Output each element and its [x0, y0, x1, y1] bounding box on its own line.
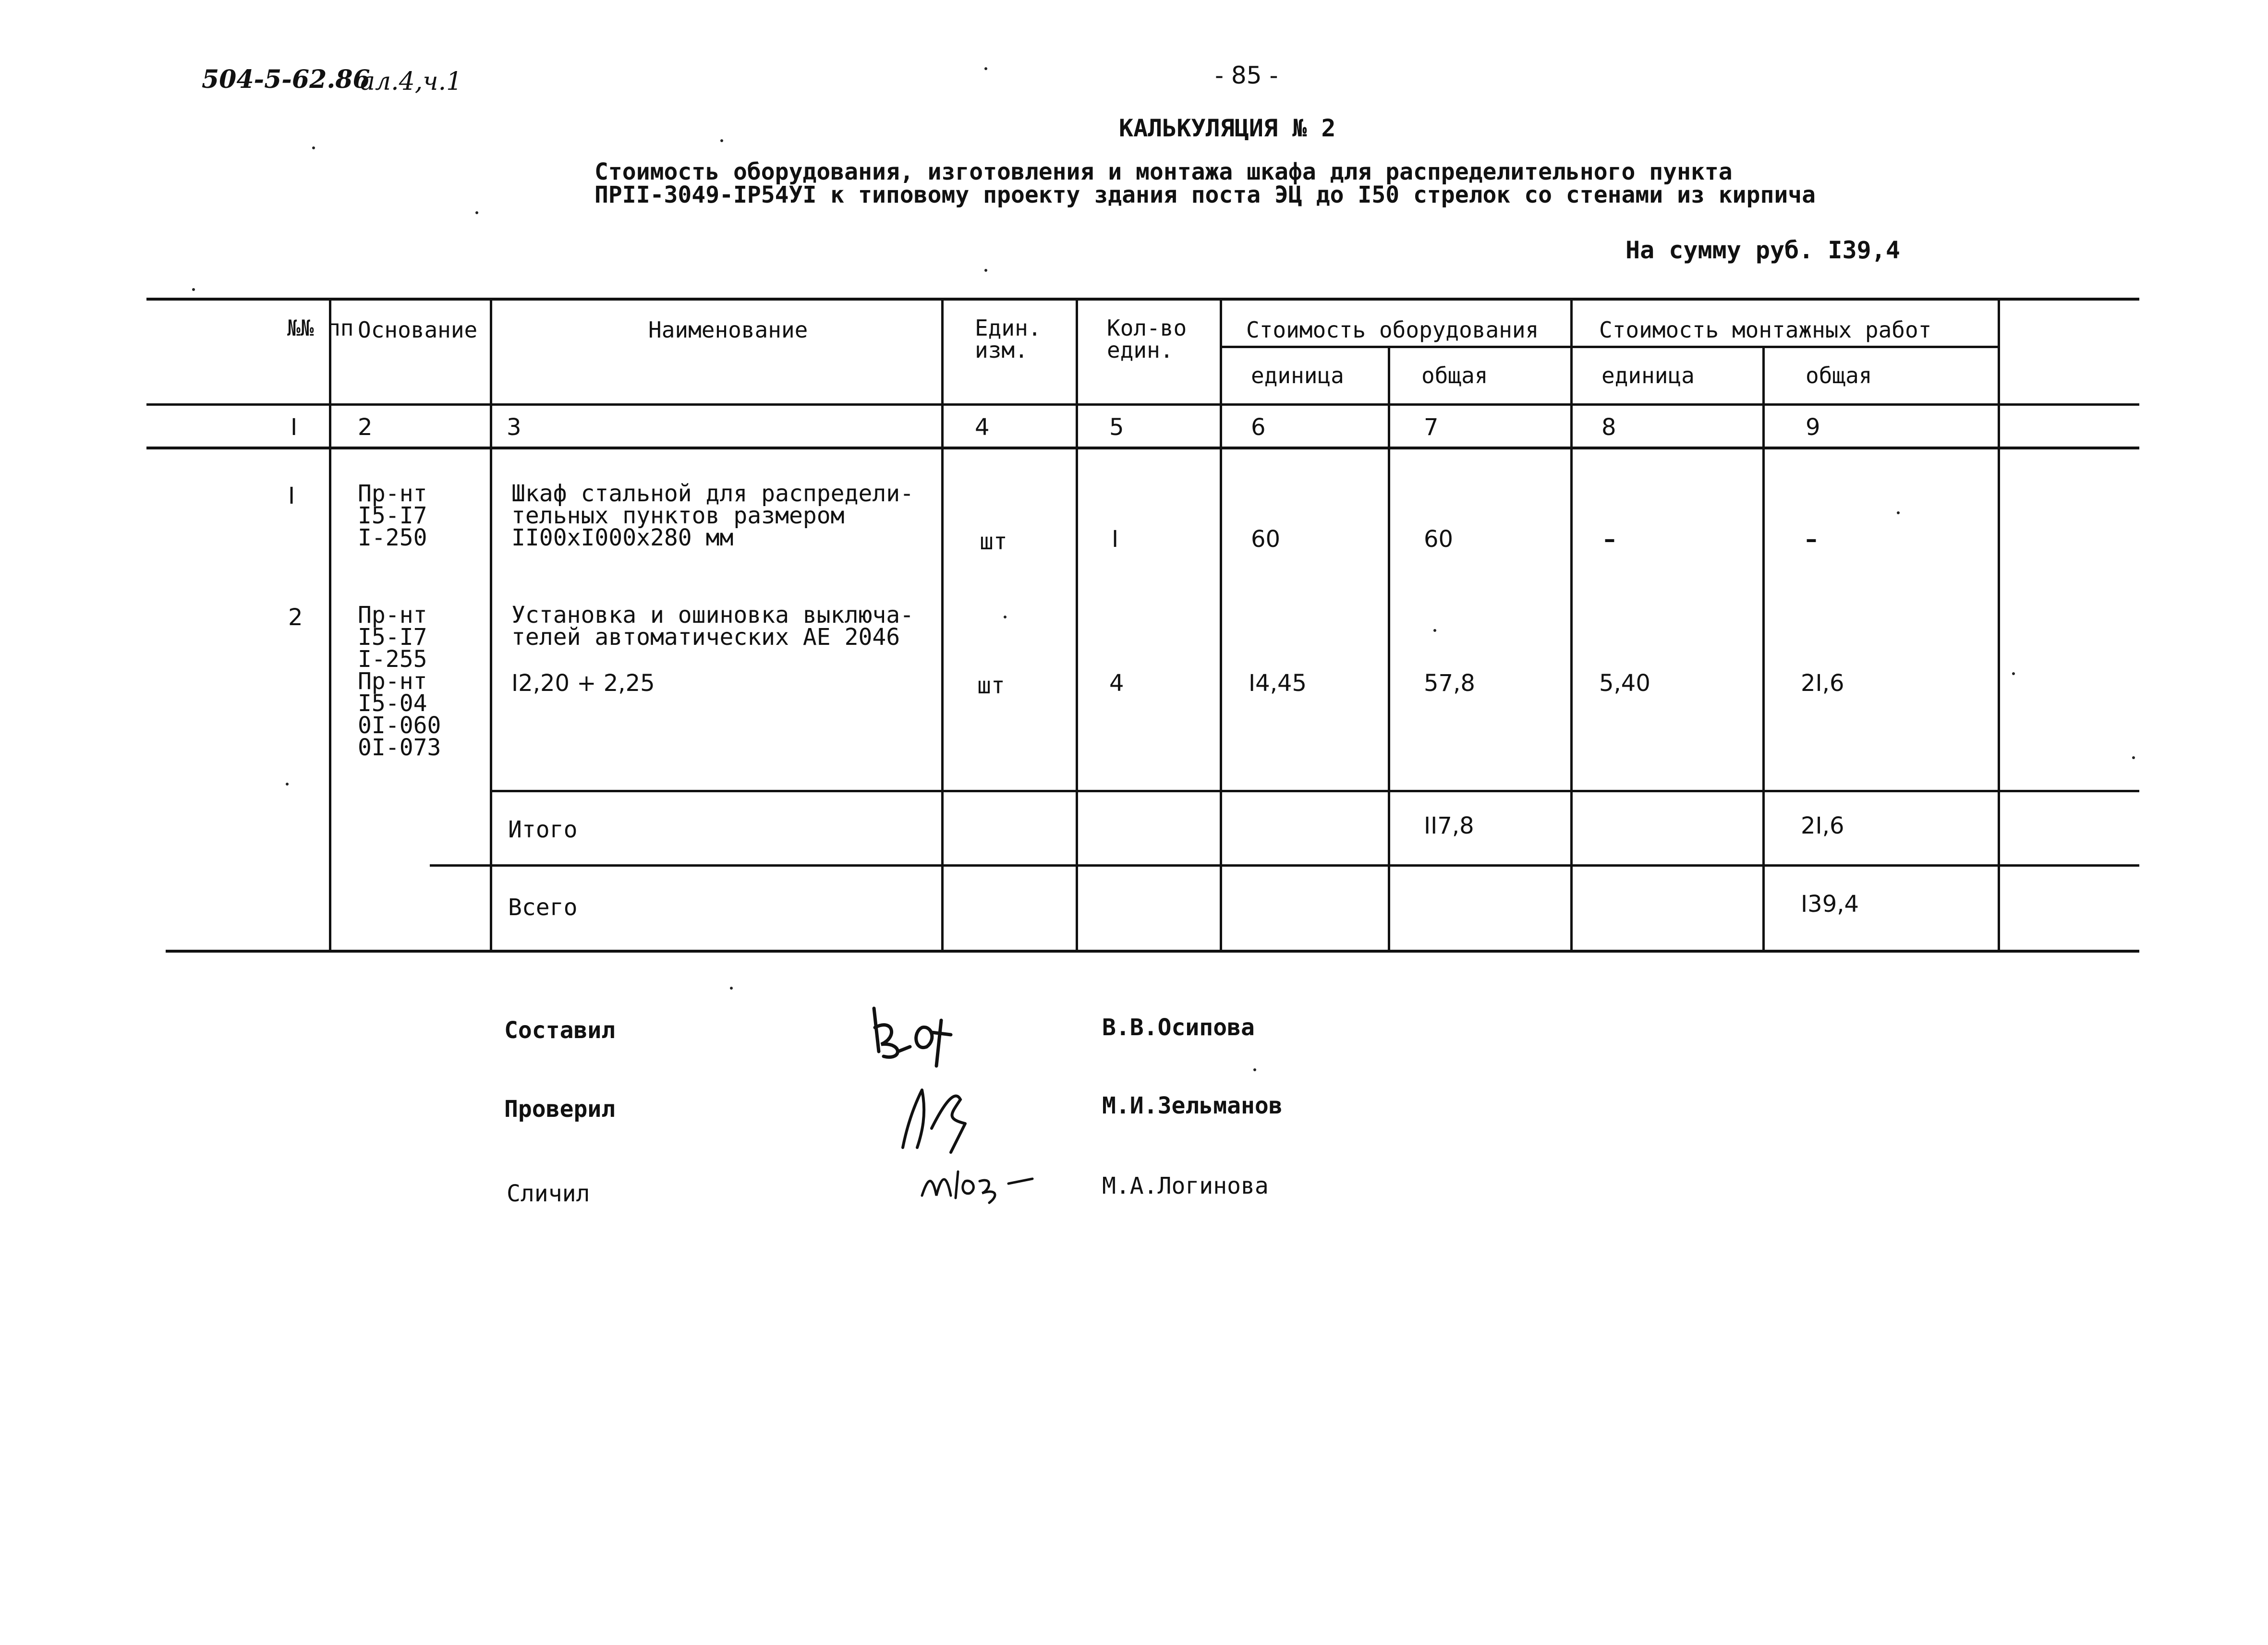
header-basis: Основание [358, 317, 478, 343]
row2-equip-total: 57,8 [1424, 670, 1475, 697]
header-equip-unit: единица [1251, 363, 1344, 388]
header-install-total: общая [1806, 363, 1872, 388]
row1-name: Шкаф стальной для распредели- тельных пунктов размером II00xI000x280 мм [511, 480, 914, 551]
row2-name: Установка и ошиновка выключа- телей автоматических АЕ 2046 [511, 602, 914, 651]
header-unit: Един. изм. [975, 315, 1042, 363]
album-reference: ал.4,ч.1 [360, 67, 462, 96]
vsego-total: I39,4 [1801, 891, 1859, 918]
signature-role-compiled: Составил [504, 1017, 616, 1044]
row1-qty: I [1112, 526, 1119, 553]
handwritten-signature-1 [864, 999, 975, 1071]
col-number-2: 2 [358, 414, 373, 441]
subtitle-line-1: Стоимость оборудования, изготовления и монтажа шкафа для распределительного пункта [594, 158, 1733, 185]
signature-role-verified: Сличил [507, 1180, 590, 1207]
signature-name-compiled: В.В.Осипова [1102, 1014, 1255, 1041]
col-number-9: 9 [1806, 414, 1820, 441]
col-number-1: I [291, 414, 298, 441]
itogo-label: Итого [508, 816, 578, 843]
header-qty: Кол-во един. [1107, 315, 1187, 363]
row1-equip-unit: 60 [1251, 526, 1281, 553]
row1-num: I [288, 483, 295, 509]
row2-equip-unit: I4,45 [1249, 670, 1307, 697]
signature-name-checked: М.И.Зельманов [1102, 1092, 1283, 1119]
signature-name-verified: М.А.Логинова [1102, 1173, 1269, 1199]
row2-install-total: 2I,6 [1801, 670, 1844, 697]
row2-qty: 4 [1109, 670, 1124, 697]
handwritten-signature-3 [917, 1162, 1042, 1205]
subtitle-line-2: ПРII-3049-IP54УI к типовому проекту здания поста ЭЦ до I50 стрелок со стенами из кирпича [594, 181, 1816, 208]
row1-install-unit: – [1604, 526, 1615, 553]
document-title: КАЛЬКУЛЯЦИЯ № 2 [1119, 114, 1336, 142]
document-code: 504-5-62.86 [202, 65, 370, 94]
handwritten-signature-2 [893, 1080, 984, 1157]
row1-equip-total: 60 [1424, 526, 1454, 553]
itogo-equip-total: II7,8 [1424, 812, 1474, 839]
row2-num: 2 [288, 604, 303, 631]
col-number-7: 7 [1424, 414, 1439, 441]
col-number-5: 5 [1109, 414, 1124, 441]
signature-role-checked: Проверил [504, 1096, 616, 1123]
page-number: - 85 - [1215, 61, 1278, 89]
row2-name-extra: I2,20 + 2,25 [511, 670, 655, 697]
row2-install-unit: 5,40 [1599, 670, 1650, 697]
header-install-unit: единица [1601, 363, 1695, 388]
vsego-label: Всего [508, 894, 578, 921]
header-equip-cost: Стоимость оборудования [1246, 317, 1539, 343]
col-number-6: 6 [1251, 414, 1266, 441]
header-num: №№ пп [287, 315, 354, 341]
header-install-cost: Стоимость монтажных работ [1599, 317, 1932, 343]
col-number-3: 3 [507, 414, 522, 441]
itogo-install-total: 2I,6 [1801, 812, 1844, 839]
row1-basis: Пр-нт I5-I7 I-250 [358, 480, 427, 551]
col-number-4: 4 [975, 414, 990, 441]
total-sum: На сумму руб. I39,4 [1625, 236, 1900, 264]
header-equip-total: общая [1421, 363, 1488, 388]
header-name: Наименование [648, 317, 808, 343]
row2-basis: Пр-нт I5-I7 I-255 Пр-нт I5-04 0I-060 0I-073 [358, 602, 441, 761]
col-number-8: 8 [1601, 414, 1616, 441]
row1-unit: шт [980, 528, 1007, 555]
row1-install-total: – [1806, 526, 1817, 553]
row2-unit: шт [977, 672, 1005, 699]
